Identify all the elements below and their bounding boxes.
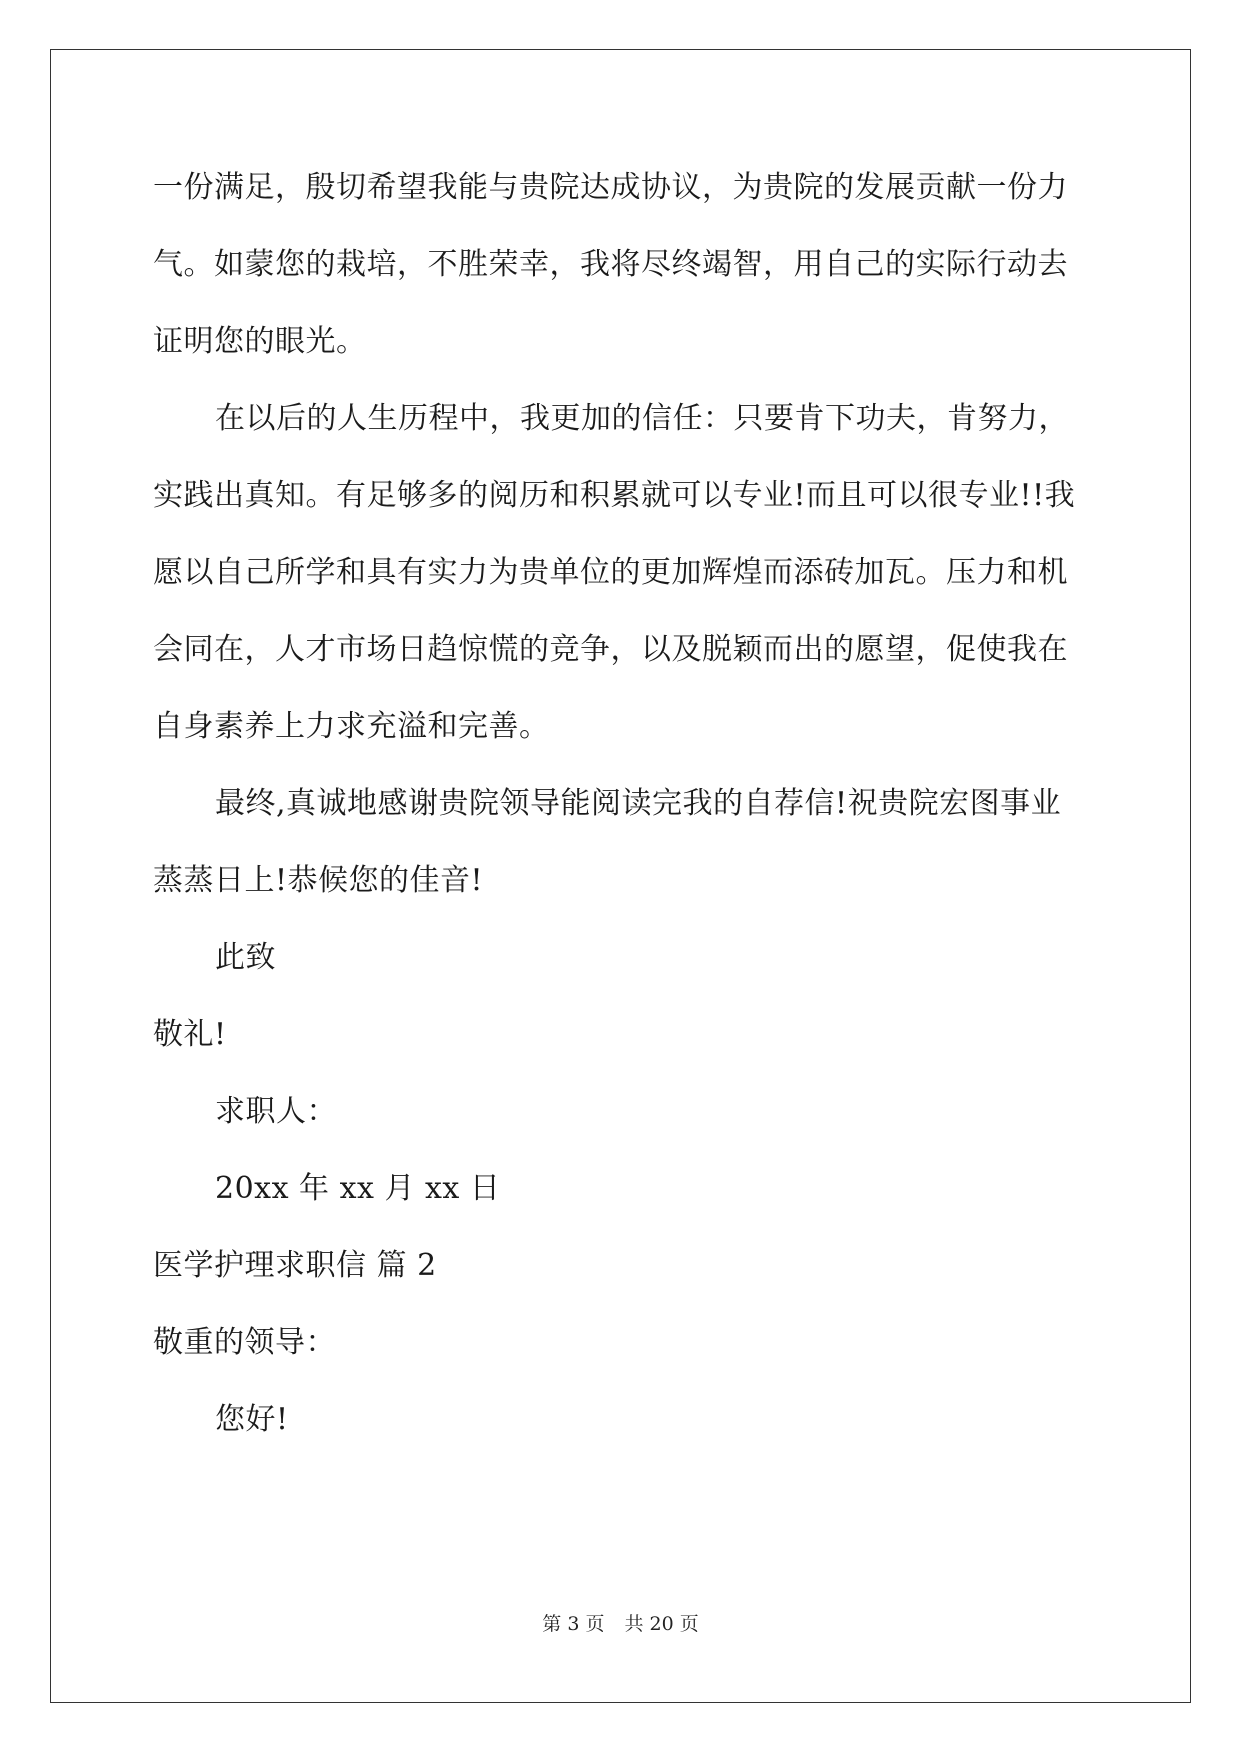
- text-line: 自身素养上力求充溢和完善。: [153, 709, 550, 744]
- text-line: 会同在，人才市场日趋惊慌的竞争，以及脱颖而出的愿望，促使我在: [153, 632, 1068, 667]
- greeting-hello: 您好!: [215, 1402, 289, 1437]
- text-line: 最终,真诚地感谢贵院领导能阅读完我的自荐信!祝贵院宏图事业: [215, 786, 1062, 821]
- salutation-closing: 此致: [215, 940, 276, 975]
- text-line: 一份满足，殷切希望我能与贵院达成协议，为贵院的发展贡献一份力: [153, 170, 1068, 205]
- text-line: 证明您的眼光。: [153, 324, 367, 359]
- signature-label: 求职人：: [215, 1094, 337, 1129]
- page-total: 共 20 页: [624, 1613, 699, 1635]
- text-line: 实践出真知。有足够多的阅历和积累就可以专业!而且可以很专业!!我: [153, 478, 1076, 513]
- text-line: 在以后的人生历程中，我更加的信任：只要肯下功夫，肯努力，: [215, 401, 1069, 436]
- text-line: 气。如蒙您的栽培，不胜荣幸，我将尽终竭智，用自己的实际行动去: [153, 247, 1068, 282]
- page-footer: [0, 1612, 1241, 1636]
- section-heading: 医学护理求职信 篇 2: [153, 1248, 437, 1283]
- salutation-regards: 敬礼!: [153, 1017, 227, 1052]
- text-line: 蒸蒸日上!恭候您的佳音!: [153, 863, 484, 898]
- greeting-line: 敬重的领导：: [153, 1325, 336, 1360]
- page-number: 第 3 页: [542, 1613, 605, 1635]
- text-line: 愿以自己所学和具有实力为贵单位的更加辉煌而添砖加瓦。压力和机: [153, 555, 1068, 590]
- date-line: 20xx 年 xx 月 xx 日: [215, 1171, 501, 1206]
